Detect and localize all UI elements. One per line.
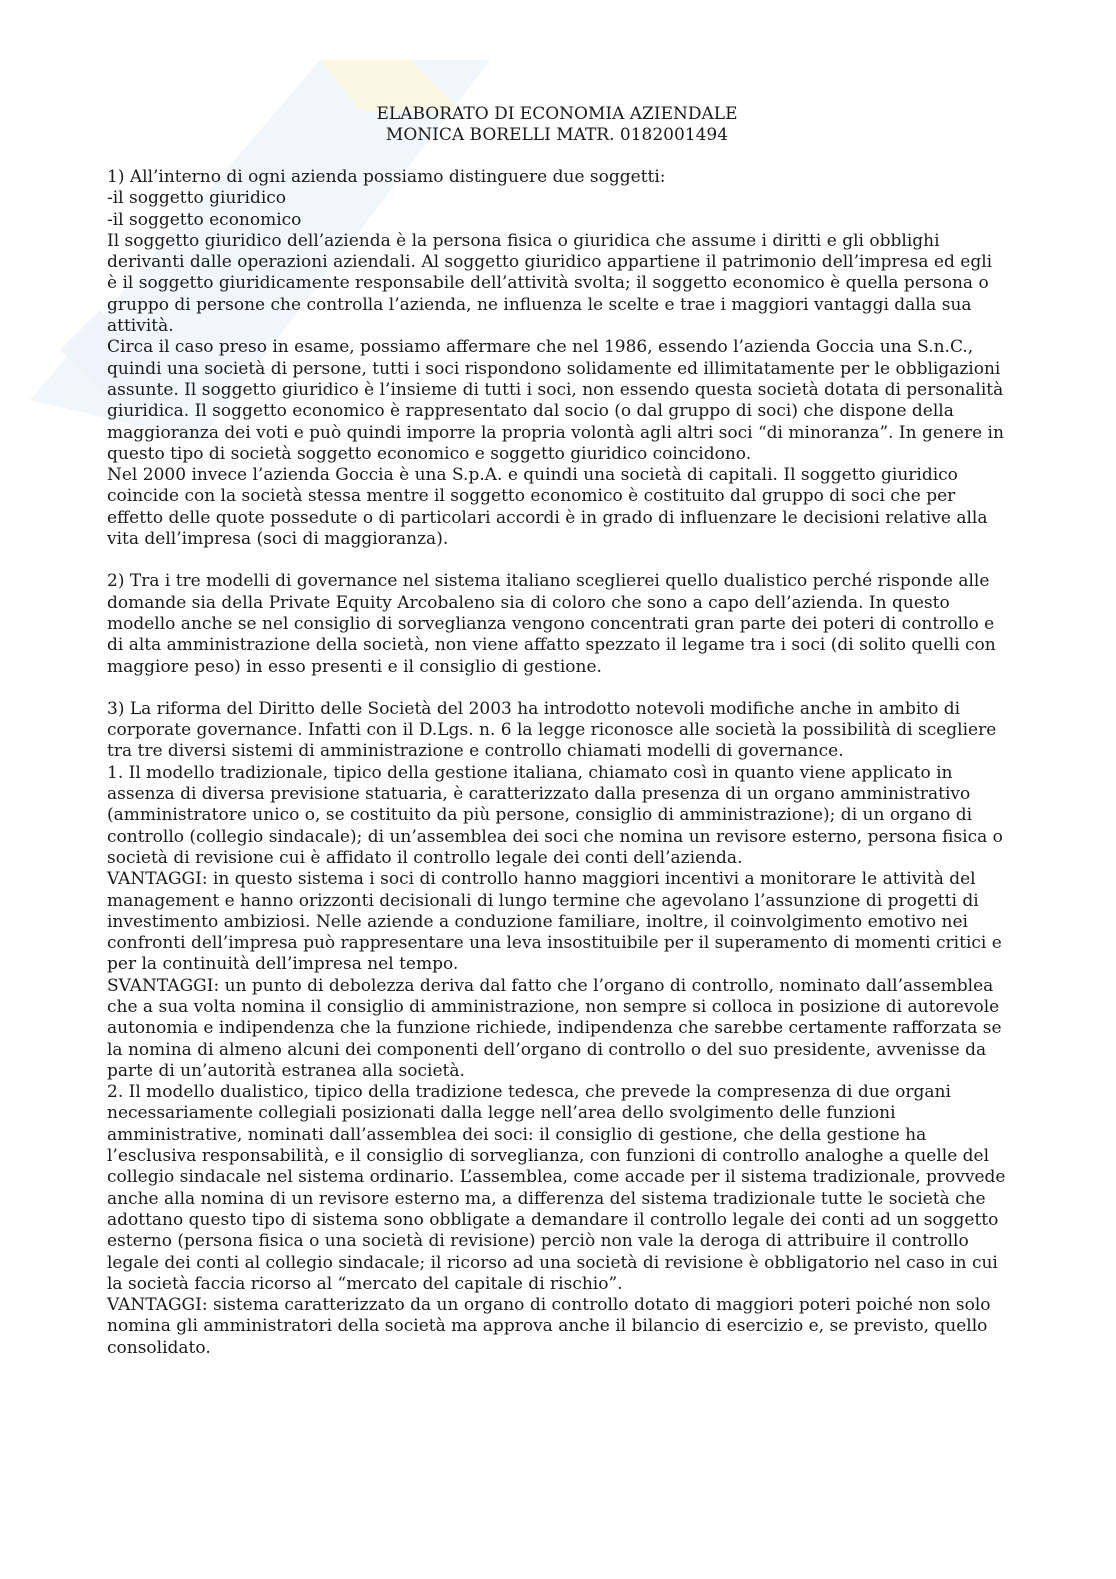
spacer: [107, 550, 1007, 571]
spacer: [107, 678, 1007, 699]
section-1-paragraph: Circa il caso preso in esame, possiamo affermare che nel 1986, essendo l’azienda Goccia una S.n.C., quindi una società di persone, tutti i soci rispondono solidamente ed illimitatamente per le obbligazioni assunte. Il soggetto giuridico è l’insieme di tutti i soci, non essendo questa società dotata di personalità giuridica. Il soggetto economico è rappresentato dal socio (o dal gruppo di soci) che dispone della maggioranza dei voti e può quindi imporre la propria volontà agli altri soci “di minoranza”. In genere in questo tipo di società soggetto economico e soggetto giuridico coincidono.: [107, 337, 1004, 464]
section-1-intro: 1) All’interno di ogni azienda possiamo distinguere due soggetti:: [107, 167, 666, 187]
section-3-paragraph: 3) La riforma del Diritto delle Società del 2003 ha introdotto notevoli modifiche anche in ambito di corporate governance. Infatti con il D.Lgs. n. 6 la legge riconosce alle società la possibilità di scegliere tra tre diversi sistemi di amministrazione e controllo chiamati modelli di governance.: [107, 698, 997, 762]
section-2-paragraph: 2) Tra i tre modelli di governance nel sistema italiano sceglierei quello dualistico perché risponde alle domande sia della Private Equity Arcobaleno sia di coloro che sono a capo dell’azienda. In questo modello anche se nel consiglio di sorveglianza vengono concentrati gran parte dei poteri di controllo e di alta amministrazione della società, non viene affatto spezzato il legame tra i soci (di solito quelli con maggiore peso) in esso presenti e il consiglio di gestione.: [107, 571, 996, 677]
watermark-accent: [320, 60, 460, 110]
document-subtitle: MONICA BORELLI MATR. 0182001494: [385, 125, 729, 145]
section-1-item-2: -il soggetto economico: [107, 209, 302, 230]
section-3-paragraph: VANTAGGI: sistema caratterizzato da un organo di controllo dotato di maggiori poteri poiché non solo nomina gli amministratori della società ma approva anche il bilancio di esercizio e, se previsto, quello consolidato.: [107, 1295, 991, 1358]
section-3: [107, 699, 1007, 1359]
document-page: [107, 104, 1007, 1359]
section-3-paragraph: 1. Il modello tradizionale, tipico della gestione italiana, chiamato così in quanto viene applicato in assenza di diversa previsione statuaria, è caratterizzato dalla presenza di un organo amministrativo (amministratore unico o, se costituito da più persone, consiglio di amministrazione); di un organo di controllo (collegio sindacale); di un’assemblea dei soci che nomina un revisore esterno, persona fisica o società di revisione cui è affidato il controllo legale dei conti dell’azienda.: [107, 762, 1003, 868]
section-3-paragraph: 2. Il modello dualistico, tipico della tradizione tedesca, che prevede la compresenza di due organi necessariamente collegiali posizionati dalla legge nell’area dello svolgimento delle funzioni amministrative, nominati dall’assemblea dei soci: il consiglio di gestione, che della gestione ha l’esclusiva responsabilità, e il consiglio di sorveglianza, con funzioni di controllo analoghe a quelle del collegio sindacale nel sistema ordinario. L’assemblea, come accade per il sistema tradizionale, provvede anche alla nomina di un revisore esterno ma, a differenza del sistema tradizionale tutte le società che adottano questo tipo di sistema sono obbligate a demandare il controllo legale dei conti ad un soggetto esterno (persona fisica o una società di revisione) perciò non vale la deroga di attribuire il controllo legale dei conti al collegio sindacale; il ricorso ad una società di revisione è obbligatorio nel caso in cui la società faccia ricorso al “mercato del capitale di rischio”.: [107, 1082, 1006, 1294]
section-1-paragraph: Nel 2000 invece l’azienda Goccia è una S.p.A. e quindi una società di capitali. Il soggetto giuridico coincide con la società stessa mentre il soggetto economico è costituito dal gruppo di soci che per effetto delle quote possedute o di particolari accordi è in grado di influenzare le decisioni relative alla vita dell’impresa (soci di maggioranza).: [107, 465, 988, 550]
section-3-paragraph: VANTAGGI: in questo sistema i soci di controllo hanno maggiori incentivi a monitorare le attività del management e hanno orizzonti decisionali di lungo termine che agevolano l’assunzione di progetti di investimento ambiziosi. Nelle aziende a conduzione familiare, inoltre, il coinvolgimento emotivo nei confronti dell’impresa può rappresentare una leva insostituibile per il superamento di momenti critici e per la continuità dell’impresa nel tempo.: [107, 869, 1002, 975]
section-1-paragraph: Il soggetto giuridico dell’azienda è la persona fisica o giuridica che assume i diritti e gli obblighi derivanti dalle operazioni aziendali. Al soggetto giuridico appartiene il patrimonio dell’impresa ed egli è il soggetto giuridicamente responsabile dell’attività svolta; il soggetto economico è quella persona o gruppo di persone che controlla l’azienda, ne influenza le scelte e trae i maggiori vantaggi dalla sua attività.: [107, 230, 993, 337]
section-1-item-1: -il soggetto giuridico: [107, 188, 287, 209]
section-2: [107, 571, 1007, 677]
document-header: [107, 104, 1007, 146]
document-title: ELABORATO DI ECONOMIA AZIENDALE: [376, 104, 738, 124]
section-1: [107, 167, 1007, 550]
section-3-paragraph: SVANTAGGI: un punto di debolezza deriva dal fatto che l’organo di controllo, nominato dall’assemblea che a sua volta nomina il consiglio di amministrazione, non sempre si colloca in posizione di autorevole autonomia e indipendenza che la funzione richiede, indipendenza che sarebbe certamente rafforzata se la nomina di almeno alcuni dei componenti dell’organo di controllo o del suo presidente, avvenisse da parte di un’autorità estranea alla società.: [107, 975, 1002, 1081]
